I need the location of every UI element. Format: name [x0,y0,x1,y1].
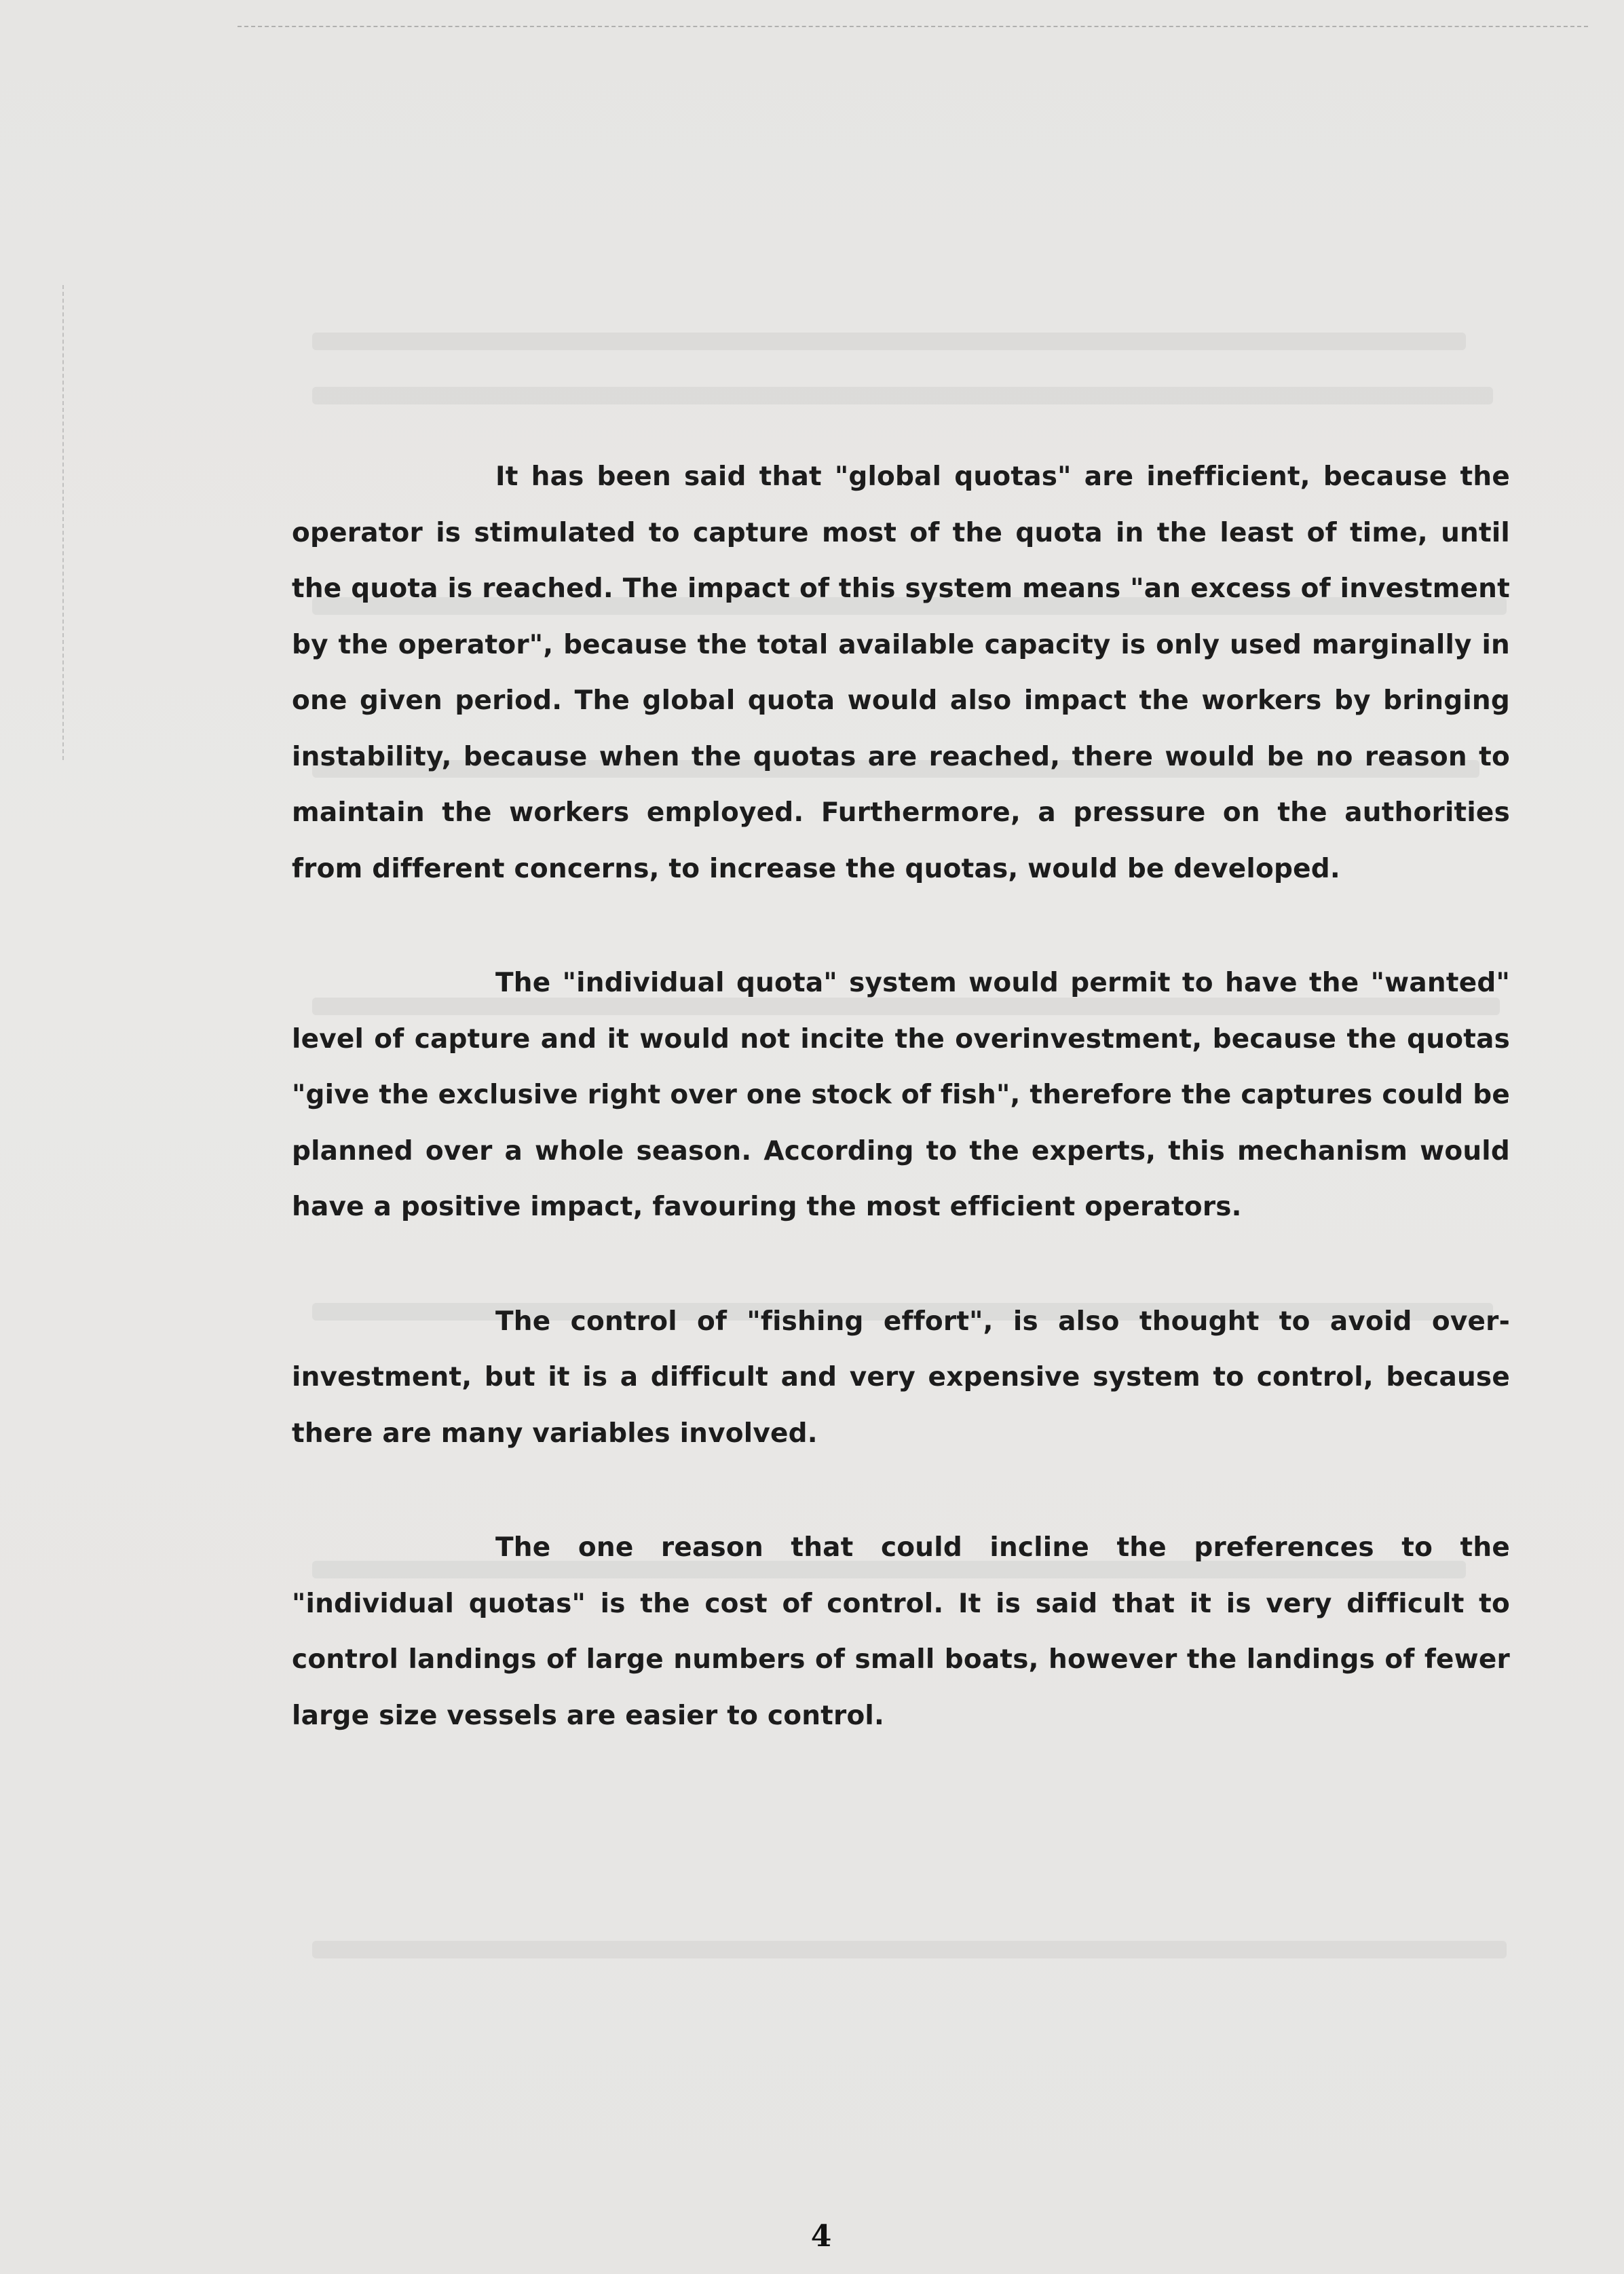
body-text [292,449,1510,1802]
paragraph-cost-of-control: The one reason that could incline the preferences to the "individual quotas" is the cost of control. It is said that it is very difficult to control landings of large numbers of small boats, however the landings of fewer large size vessels are easier to control. [292,1532,1510,1731]
paragraph-individual-quota: The "individual quota" system would permit to have the "wanted" level of capture and it would not incite the overinvestment, because the quotas "give the exclusive right over one stock of fish", therefore the captures could be planned over a whole season. According to the experts, this mechanism would have a positive impact, favouring the most efficient operators. [292,968,1510,1222]
show-through-line [312,333,1466,350]
show-through-line [312,1941,1507,1958]
paragraph-global-quotas: It has been said that "global quotas" are inefficient, because the operator is stimulated to capture most of the quota in the least of time, until the quota is reached. The impact of this system means "an excess of investment by the operator", because the total available capacity is only used marginally in one given period. The global quota would also impact the workers by bringing instability, because when the quotas are reached, there would be no reason to maintain the workers employed. Furthermore, a pressure on the authorities from different concerns, to increase the quotas, would be developed. [292,461,1510,884]
page-number: 4 [810,2219,832,2254]
paragraph-fishing-effort: The control of "fishing effort", is also thought to avoid over-investment, but it is a difficult and very expensive system to control, because there are many variables involved. [292,1306,1510,1449]
page-binding-edge [62,285,65,760]
page-top-edge [238,26,1588,30]
show-through-line [312,387,1493,404]
